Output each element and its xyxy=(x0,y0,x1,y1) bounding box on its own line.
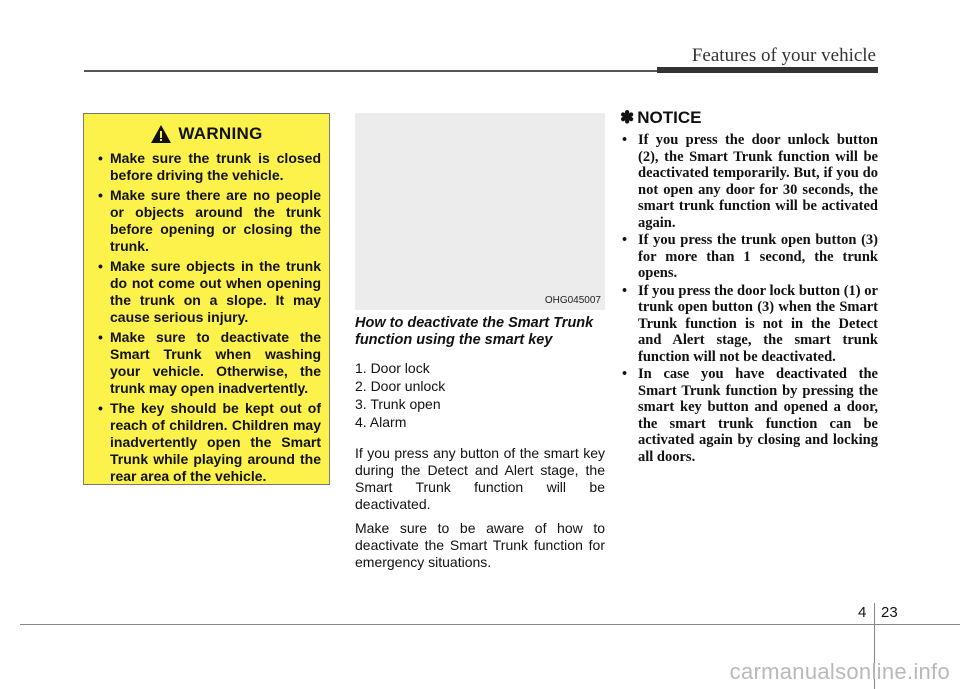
header-rule-accent xyxy=(657,67,878,73)
notice-item: • If you press the door lock button (1) or trunk open button (3) when the Smart Trunk function is not in the Detect and Alert stage, the smart trunk function will not be deactivated. xyxy=(620,283,878,366)
notice-item: • If you press the door unlock button (2), the Smart Trunk function will be deactivated temporarily. But, if you do not open any door for 30 seconds, the smart trunk function will be activated again. xyxy=(620,132,878,231)
section-subheading: How to deactivate the Smart Trunk function using the smart key xyxy=(355,315,594,348)
notice-list xyxy=(620,132,878,465)
warning-item: • Make sure to deactivate the Smart Trunk when washing your vehicle. Otherwise, the trunk may open inadvertently. xyxy=(92,329,321,397)
warning-title: WARNING xyxy=(178,124,263,143)
key-button-list xyxy=(355,359,605,431)
page-number: 23 xyxy=(881,604,898,621)
warning-list xyxy=(92,150,321,485)
notice-section xyxy=(620,108,878,466)
notice-title: NOTICE xyxy=(637,108,702,127)
notice-item: • In case you have deactivated the Smart Trunk function by pressing the smart key button and opened a door, the smart trunk function can be activated again by closing and locking all doors. xyxy=(620,366,878,465)
body-paragraph: If you press any button of the smart key during the Detect and Alert stage, the Smart Trunk function will be deactivated. xyxy=(355,445,605,512)
notice-header xyxy=(620,108,878,128)
key-button-item: 1. Door lock xyxy=(355,360,430,376)
warning-item: • Make sure objects in the trunk do not come out when opening the trunk on a slope. It may cause serious injury. xyxy=(92,258,321,326)
watermark: carmanualsonline.info xyxy=(729,659,950,684)
warning-item: • Make sure the trunk is closed before driving the vehicle. xyxy=(92,150,321,184)
smart-key-figure xyxy=(355,113,605,310)
body-paragraph: Make sure to be aware of how to deactivate the Smart Trunk function for emergency situations. xyxy=(355,520,605,570)
key-button-item: 4. Alarm xyxy=(355,414,407,430)
warning-item: • The key should be kept out of reach of children. Children may inadvertently open the Smart Trunk while playing around the rear area of the vehicle. xyxy=(92,400,321,485)
warning-header xyxy=(92,124,321,144)
key-button-item: 3. Trunk open xyxy=(355,396,441,412)
warning-box xyxy=(83,113,330,485)
chapter-number: 4 xyxy=(858,604,867,621)
footer-rule xyxy=(20,624,960,625)
notice-star-icon: ✽ xyxy=(620,108,635,127)
warning-triangle-icon xyxy=(150,124,172,144)
section-title: Features of your vehicle xyxy=(691,45,876,66)
key-button-item: 2. Door unlock xyxy=(355,378,446,394)
warning-item: • Make sure there are no people or objects around the trunk before opening or closing the trunk. xyxy=(92,187,321,255)
notice-item: • If you press the trunk open button (3) for more than 1 second, the trunk opens. xyxy=(620,232,878,282)
deactivate-section xyxy=(355,315,605,578)
figure-code: OHG045007 xyxy=(544,295,601,306)
